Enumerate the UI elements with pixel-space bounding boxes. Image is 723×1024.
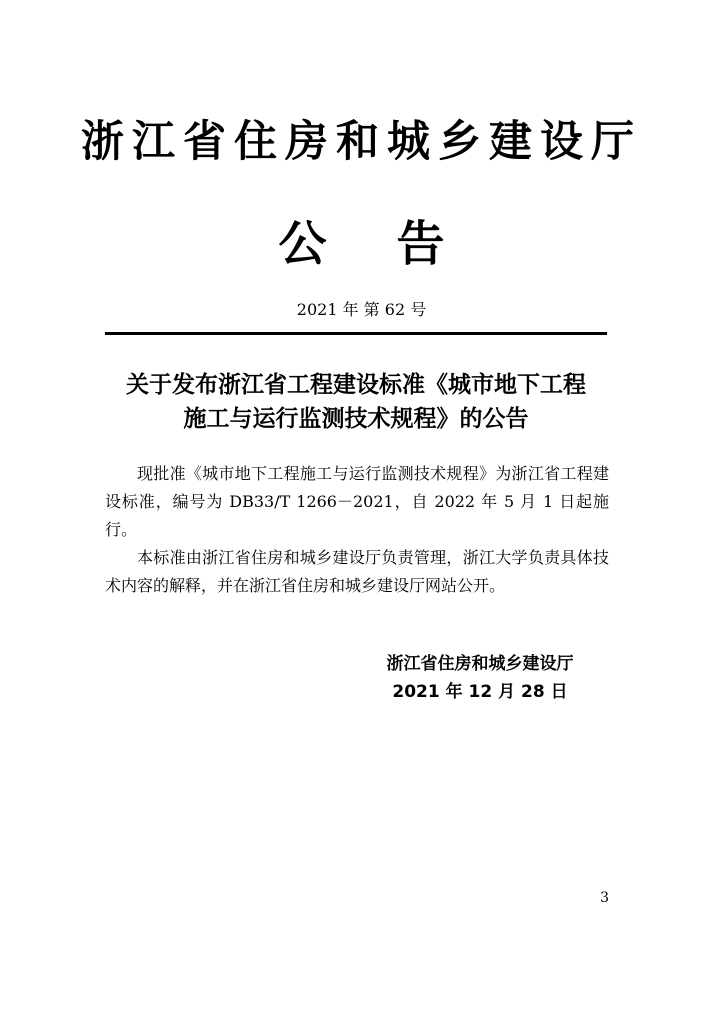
signature-block [330,650,630,706]
announcement-subject [105,368,607,436]
subject-line-2: 施工与运行监测技术规程》的公告 [183,406,529,432]
doc-type-char-1: 公 [278,216,327,272]
signature-date: 2021 年 12 月 28 日 [392,682,568,702]
document-type-heading [0,212,723,276]
issuer-title: 浙江省住房和城乡建设厅 [81,117,642,167]
signature-organization: 浙江省住房和城乡建设厅 [386,654,574,674]
subject-line-1: 关于发布浙江省工程建设标准《城市地下工程 [126,372,586,398]
body-paragraph-1: 现批准《城市地下工程施工与运行监测技术规程》为浙江省工程建设标准，编号为 DB33/T 1266－2021，自 2022 年 5 月 1 日起施行。 [105,464,609,539]
document-number: 2021 年 第 62 号 [296,300,427,319]
header-divider [105,332,607,335]
page-number: 3 [600,890,609,906]
doc-type-char-2: 告 [396,216,445,272]
body-paragraph-2: 本标准由浙江省住房和城乡建设厅负责管理，浙江大学负责具体技术内容的解释，并在浙江省住房和城乡建设厅网站公开。 [105,548,609,595]
announcement-body [105,460,609,600]
